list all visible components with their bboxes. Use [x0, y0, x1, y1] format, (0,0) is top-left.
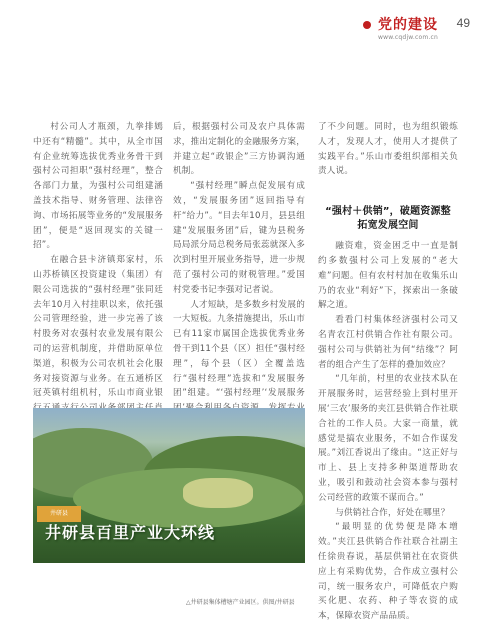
- paragraph: 看看门村集体经济强村公司又名青农江村供销合作社有限公司。强村公司与供销社为何“结缘”？阿者的组合产生了怎样的叠加效应？: [318, 315, 458, 370]
- photo-field: [183, 478, 253, 508]
- paragraph: 融资难，资金困乏中一直是制约多数强村公司上发展的“老大难”问题。但有农村村加在收集乐山乃的农业“利好”下，探索出一条破解之道。: [318, 241, 458, 311]
- paragraph: 村公司人才瓶颈，九拳排嫣中还有“精髓”。其中，从全市国有企业统筹选拔优秀业务骨干到强村公司担职“强村经理”，整合各部门力量，为强村公司组建涵盖技术指导、财务管理、法律咨询、市场拓展等业务的“发展服务团”，便是“返回现实的关键一招”。: [33, 122, 163, 251]
- paragraph: “最明显的优势便是降本增效。”夹江县供销合作社联合社副主任徐贵春说，基层供销社在农资供应上有采购优势，合作成立强村公司，统一服务农户，可降低农户购买化肥、农药、种子等农资的成本，保障农资产品品质。: [318, 522, 458, 622]
- photo-caption: △井研县集体槽塘产业园区。供图/井研县: [186, 599, 295, 606]
- article-column-2: [173, 120, 305, 431]
- paragraph: 后，根据强村公司及农户具体需求，推出定制化的金融服务方案，并建立起“政银企”三方协调沟通机制。: [173, 122, 305, 177]
- magazine-url: www.cqdjw.com.cn: [378, 34, 438, 41]
- industrial-park-photo: [33, 408, 305, 563]
- article-column-3: [318, 120, 458, 624]
- paragraph: 与供销社合作，好处在哪里？: [335, 507, 450, 518]
- photo-sign: 井研县: [37, 506, 81, 522]
- party-emblem-icon: [363, 21, 371, 29]
- section-subhead: 拓宽发展空间: [357, 220, 419, 232]
- paragraph: “强村经理”瞬点促发展有成效，“发展服务团”返回指导有杆“给力”。“目去年10月，县县组建“发展服务团”后，键为县税务局局派分局总税务局张蕊就深入多次到村里开展业务指导，进一步规范了强村公司的财税管理。”爱国村党委书记李强对记者说。: [173, 181, 305, 295]
- magazine-logo: [358, 14, 438, 41]
- page-number: 49: [456, 16, 470, 30]
- paragraph: 了不少问题。同时，也为组织锻炼人才，发现人才，使用人才提供了实践平台。”乐山市委组织部相关负责人说。: [318, 122, 458, 177]
- section-subhead: “强村＋供销”，破题资源整: [325, 206, 451, 218]
- paragraph: 人才短缺，是多数乡村发展的一大短板。九条措施提出，乐山市已有11家市属国企选拔优秀业务骨干到11个县（区）担任“强村经理”，每个县（区）全覆盖选行“强村经理”选拔和“发展服务团”组建。“‘强村经理’‘发展服务: [173, 299, 305, 399]
- page-header: [0, 0, 484, 58]
- paragraph: 在融合县卡济镇郑家村，乐山苏桥镇区投资建设（集团）有限公司选拔的“强村经理”张同廷去年10月入村挂职以来，依托强公司管理经验，进一步完善了该村股务对农强村农业发展有限公司的运营机制度，并借助原单位渠道，积极为公司农机社会化服务对接资源与业务。在五通桥区冠英镇村组机村，乐山市商业银: [33, 255, 163, 399]
- paragraph: “几年前，村里的农业技术队在开展服务时，运营经验上到村里开展‘三农’服务的夹江县供销合作社联合社的工作人员。大家一商量，就感觉是搞农业服务，不如合作谋发展。”刘江香说出了缘由。“这正好与市上、县上支持多种渠道帮助农业，吸引和鼓动社会资本参与强村公司经营的政策不谋而合。”: [318, 374, 458, 503]
- magazine-title: 党的建设: [378, 17, 438, 33]
- article-column-1: [33, 120, 163, 446]
- photo-banner-text: 井研县百里产业大环线: [45, 523, 216, 542]
